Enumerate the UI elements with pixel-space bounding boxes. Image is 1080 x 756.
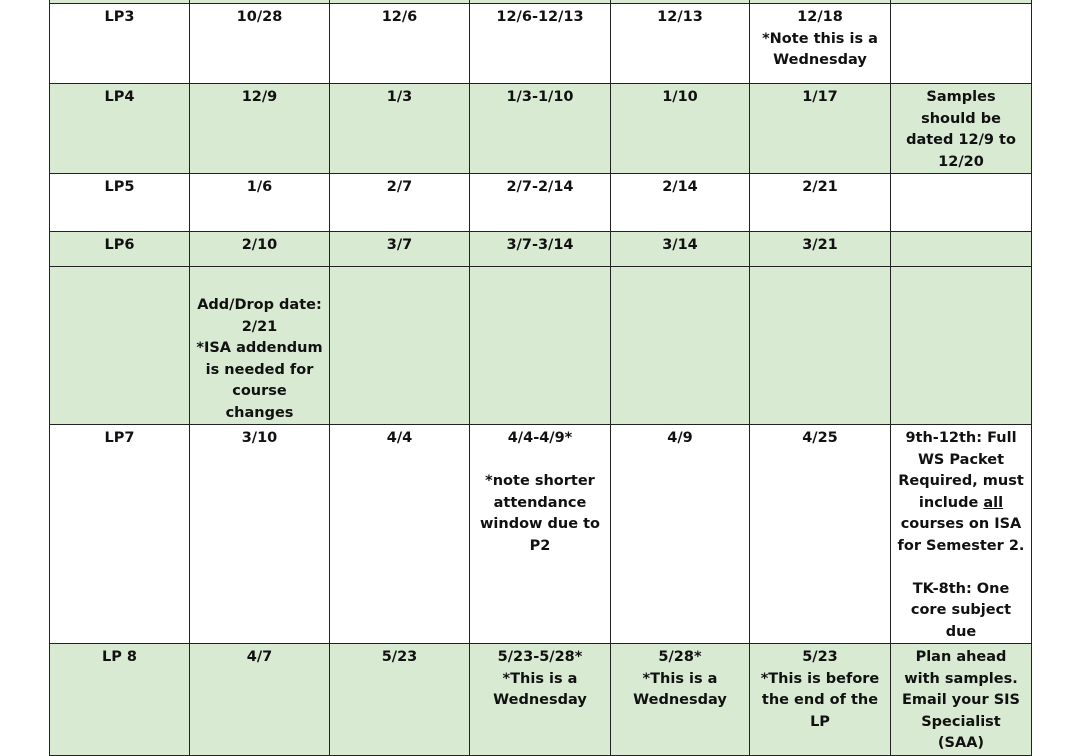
table-row-lp6 xyxy=(50,232,1032,267)
cell-c2: 5/23 xyxy=(330,644,470,756)
cell-label: LP4 xyxy=(50,84,190,174)
cell-c2: 12/6 xyxy=(330,4,470,84)
cell-label: LP3 xyxy=(50,4,190,84)
cell-c5: 1/17 xyxy=(750,84,891,174)
cell-c3: 3/7-3/14 xyxy=(470,232,611,267)
cell-c5 xyxy=(750,267,891,425)
cell-c3 xyxy=(470,267,611,425)
cell-note: Plan ahead with samples. Email your SIS Specialist (SAA) xyxy=(891,644,1032,756)
cell-c1: 2/10 xyxy=(190,232,330,267)
cell-c2: 3/7 xyxy=(330,232,470,267)
cell-c5: 2/21 xyxy=(750,174,891,232)
cell-c4: 1/10 xyxy=(611,84,750,174)
cell-c1: 4/7 xyxy=(190,644,330,756)
cell-c1: Add/Drop date: 2/21 *ISA addendum is needed for course changes xyxy=(190,267,330,425)
cell-c2: 1/3 xyxy=(330,84,470,174)
cell-note xyxy=(891,425,1032,644)
note-text-a: 9th-12th: Full WS Packet Required, must include xyxy=(898,430,1024,511)
cell-c4: 5/28* *This is a Wednesday xyxy=(611,644,750,756)
cell-c2 xyxy=(330,267,470,425)
schedule-sheet xyxy=(49,0,1031,756)
cell-c5: 12/18 *Note this is a Wednesday xyxy=(750,4,891,84)
table-row-lp4 xyxy=(50,84,1032,174)
cell-c5: 4/25 xyxy=(750,425,891,644)
cell-c1: 10/28 xyxy=(190,4,330,84)
table-row-lp5 xyxy=(50,174,1032,232)
table-row-lp7 xyxy=(50,425,1032,644)
cell-c4: 3/14 xyxy=(611,232,750,267)
cell-label: LP6 xyxy=(50,232,190,267)
cell-c3: 5/23-5/28* *This is a Wednesday xyxy=(470,644,611,756)
cell-note xyxy=(891,267,1032,425)
table-row-add-drop xyxy=(50,267,1032,425)
cell-c5: 5/23 *This is before the end of the LP xyxy=(750,644,891,756)
cell-c3: 12/6-12/13 xyxy=(470,4,611,84)
cell-label xyxy=(50,267,190,425)
cell-note xyxy=(891,232,1032,267)
cell-label: LP 8 xyxy=(50,644,190,756)
cell-c1: 12/9 xyxy=(190,84,330,174)
note-emphasis: all xyxy=(983,494,1004,511)
cell-c4 xyxy=(611,267,750,425)
cell-c5: 3/21 xyxy=(750,232,891,267)
cell-c3: 1/3-1/10 xyxy=(470,84,611,174)
cell-c4: 4/9 xyxy=(611,425,750,644)
note-text-b: courses on ISA for Semester 2. TK-8th: One core subject due xyxy=(897,516,1025,640)
cell-c3: 2/7-2/14 xyxy=(470,174,611,232)
cell-c2: 2/7 xyxy=(330,174,470,232)
cell-label: LP7 xyxy=(50,425,190,644)
cell-c2: 4/4 xyxy=(330,425,470,644)
cell-c4: 12/13 xyxy=(611,4,750,84)
cell-c4: 2/14 xyxy=(611,174,750,232)
cell-c1: 3/10 xyxy=(190,425,330,644)
cell-label: LP5 xyxy=(50,174,190,232)
cell-note xyxy=(891,4,1032,84)
learning-period-table xyxy=(49,0,1032,756)
table-row-lp3 xyxy=(50,4,1032,84)
cell-note xyxy=(891,174,1032,232)
cell-c1: 1/6 xyxy=(190,174,330,232)
table-row-lp8 xyxy=(50,644,1032,756)
cell-c3: 4/4-4/9* *note shorter attendance window due to P2 xyxy=(470,425,611,644)
cell-note: Samples should be dated 12/9 to 12/20 xyxy=(891,84,1032,174)
